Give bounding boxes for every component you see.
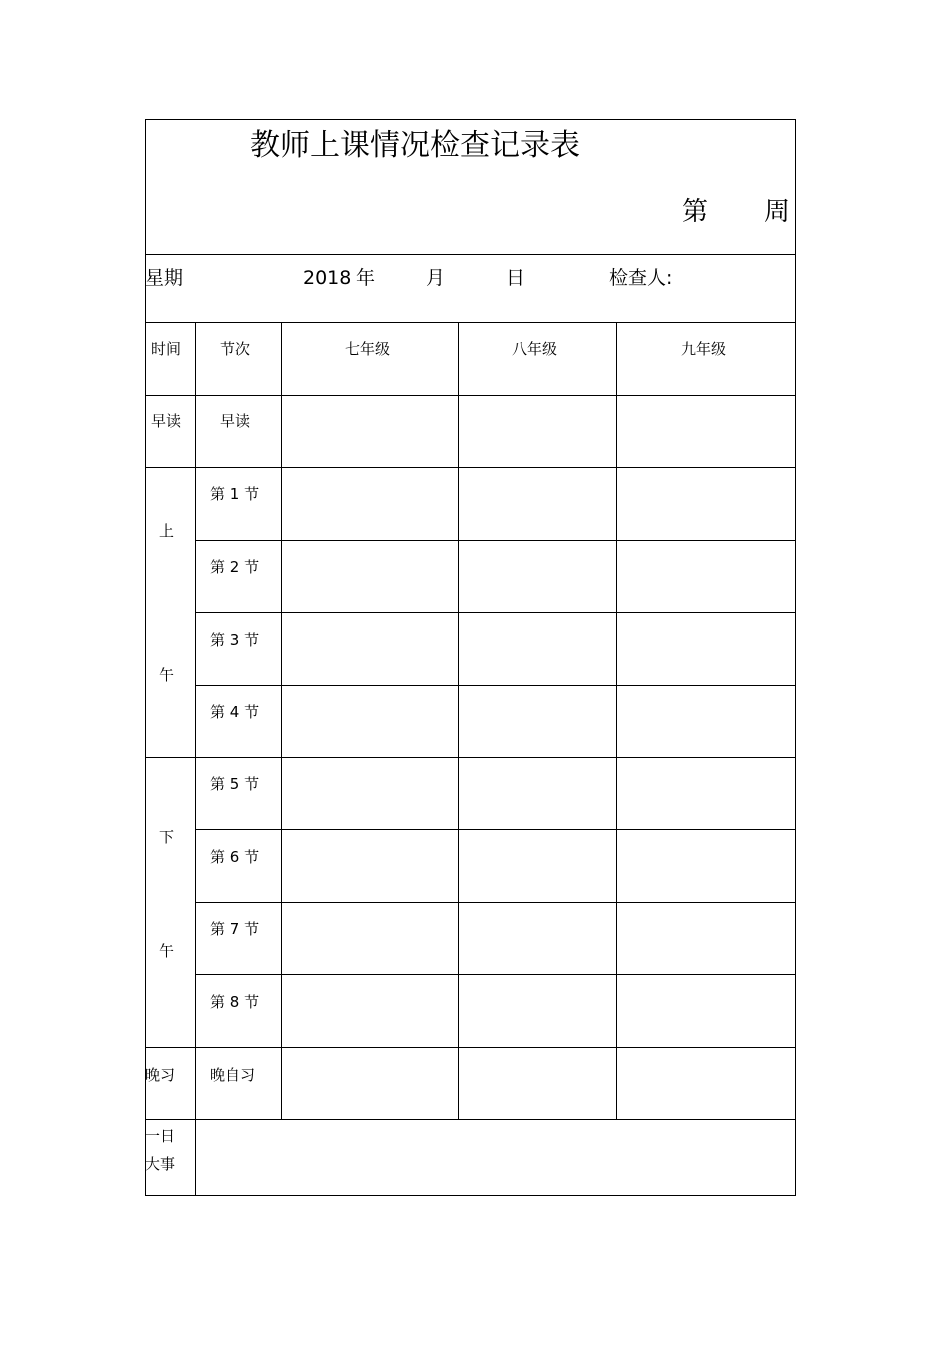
header-grade9: 九年级 (681, 340, 727, 358)
evening-time: 晚习 (145, 1066, 176, 1084)
period-5-separator (195, 829, 796, 830)
time-column-divider (195, 322, 196, 1196)
form-title: 教师上课情况检查记录表 (250, 128, 580, 163)
daily-events-label-line1: 一日 (145, 1127, 176, 1145)
afternoon-separator (145, 1047, 796, 1048)
header-time: 时间 (151, 340, 182, 358)
header-grade7: 七年级 (345, 340, 391, 358)
header-period: 节次 (220, 340, 251, 358)
header-separator (145, 395, 796, 396)
period-7: 第 7 节 (210, 920, 260, 938)
week-label-zhou: 周 (764, 197, 791, 227)
afternoon-label-bottom: 午 (159, 942, 175, 960)
border-right (795, 119, 796, 1196)
period-3-separator (195, 685, 796, 686)
month-unit: 月 (426, 267, 446, 289)
morning-label-bottom: 午 (159, 666, 175, 684)
border-bottom (145, 1195, 796, 1196)
morning-label-top: 上 (159, 522, 175, 540)
period-5: 第 5 节 (210, 775, 260, 793)
morning-separator (145, 757, 796, 758)
period-6-separator (195, 902, 796, 903)
morning-read-period: 早读 (220, 412, 251, 430)
week-label-di: 第 (682, 197, 709, 227)
evening-separator (145, 1119, 796, 1120)
title-separator (145, 254, 796, 255)
header-grade8: 八年级 (512, 340, 558, 358)
grade8-column-divider (616, 322, 617, 1120)
period-8: 第 8 节 (210, 993, 260, 1011)
afternoon-label-top: 下 (159, 828, 175, 846)
period-2-separator (195, 612, 796, 613)
year-value: 2018 (303, 267, 352, 289)
period-6: 第 6 节 (210, 848, 260, 866)
day-unit: 日 (506, 267, 526, 289)
period-2: 第 2 节 (210, 558, 260, 576)
period-1: 第 1 节 (210, 485, 260, 503)
morning-read-separator (145, 467, 796, 468)
info-separator (145, 322, 796, 323)
inspection-form (145, 119, 796, 1196)
period-4: 第 4 节 (210, 703, 260, 721)
period-column-divider (281, 322, 282, 1120)
grade7-column-divider (458, 322, 459, 1120)
border-top (145, 119, 796, 120)
weekday-label: 星期 (145, 267, 184, 289)
evening-period: 晚自习 (210, 1066, 256, 1084)
daily-events-label-line2: 大事 (145, 1155, 176, 1173)
period-3: 第 3 节 (210, 631, 260, 649)
period-7-separator (195, 974, 796, 975)
year-unit: 年 (356, 267, 376, 289)
morning-read-time: 早读 (151, 412, 182, 430)
inspector-label: 检查人: (609, 267, 673, 289)
period-1-separator (195, 540, 796, 541)
